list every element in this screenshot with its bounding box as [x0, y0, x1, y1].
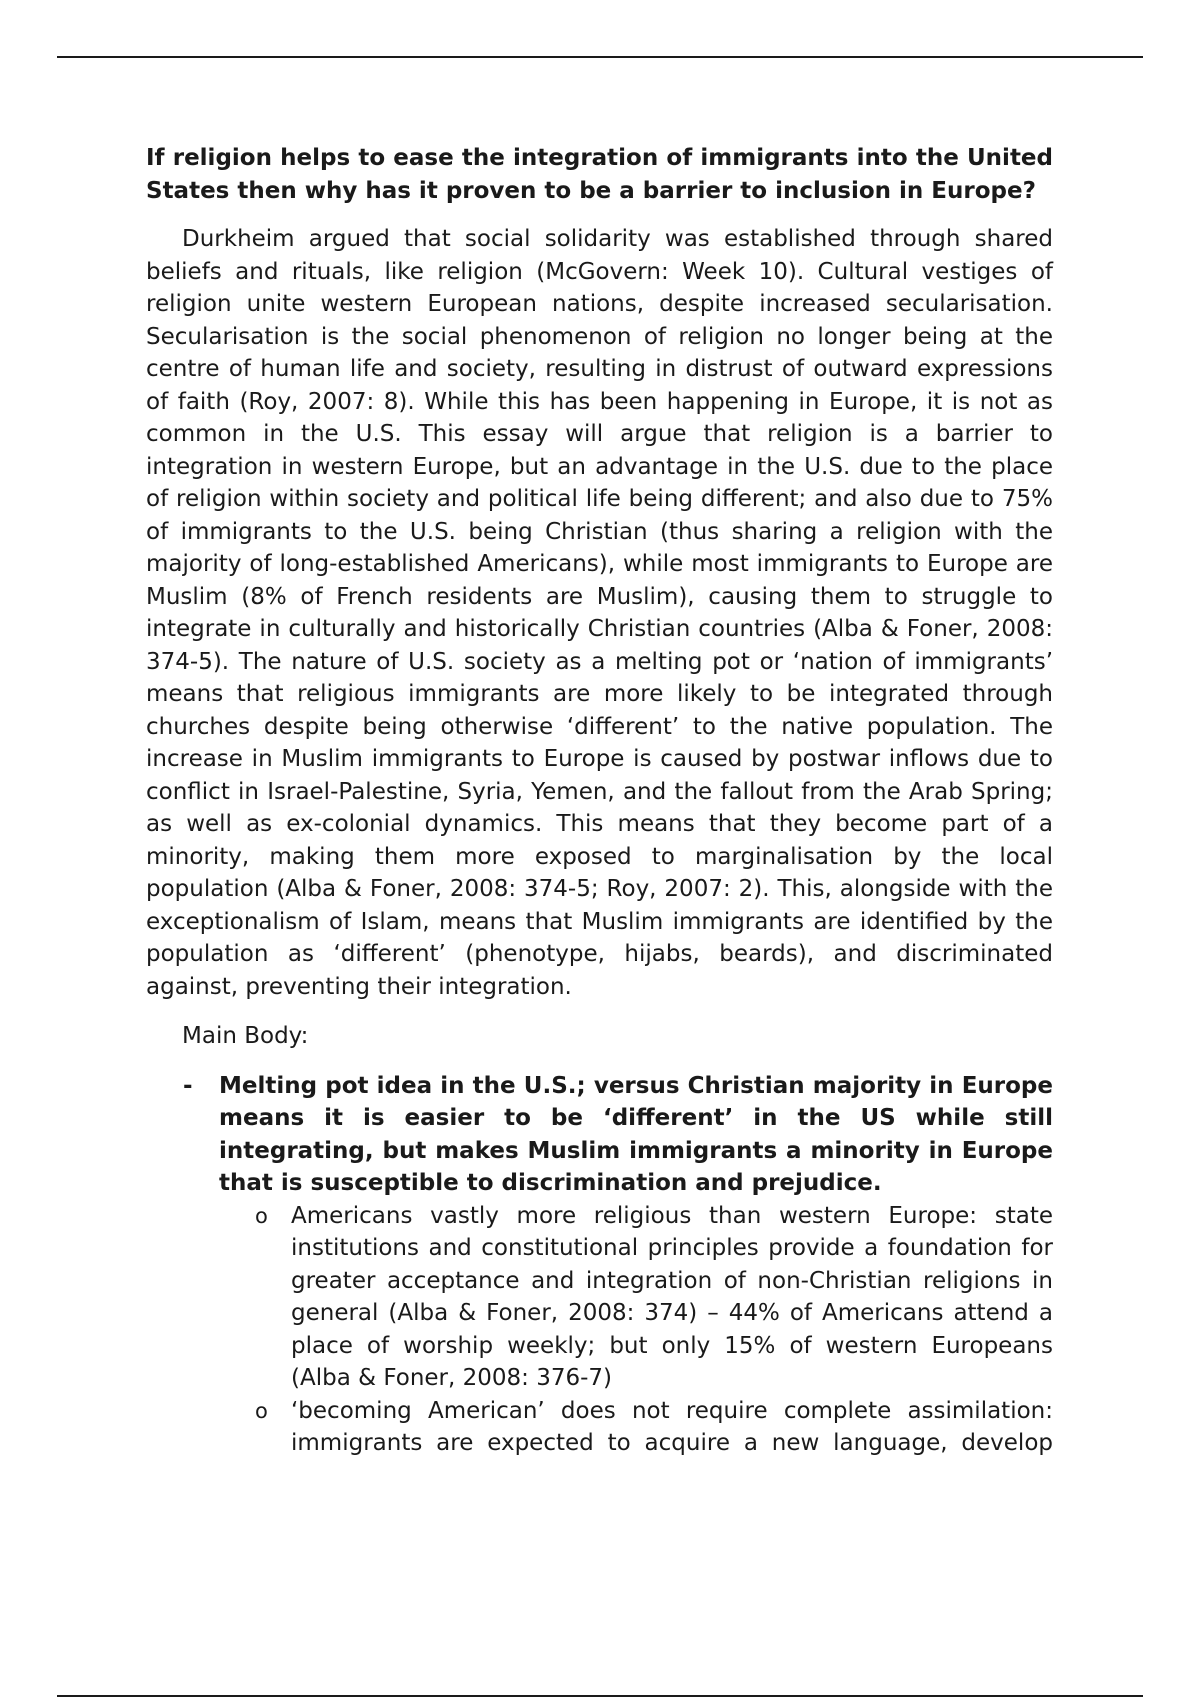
bullet-text: Melting pot idea in the U.S.; versus Christian majority in Europe means it is easier to be ‘different’ in the US while still integrating, but makes Muslim immigrants a minority in Europe that is susceptible to discrimination and prejudice. — [219, 1072, 1053, 1196]
bullet-list — [146, 1070, 1053, 1460]
footer-rule — [57, 1695, 1143, 1697]
essay-title: If religion helps to ease the integration of immigrants into the United States then why has it proven to be a barrier to inclusion in Europe? — [146, 145, 1053, 204]
sub-bullet-item — [255, 1395, 1053, 1460]
sub-bullet-text: Americans vastly more religious than western Europe: state institutions and constitutional principles provide a foundation for greater acceptance and integration of non-Christian religions in general (Alba & Foner, 2008: 374) – 44% of Americans attend a place of worship weekly; but only 15% of western Europeans (Alba & Foner, 2008: 376-7) — [291, 1202, 1053, 1391]
document-body — [146, 142, 1053, 1460]
sub-bullet-item — [255, 1200, 1053, 1395]
circle-bullet-icon: o — [255, 1203, 268, 1228]
circle-bullet-icon: o — [255, 1398, 268, 1423]
intro-paragraph: Durkheim argued that social solidarity was established through shared beliefs and rituals, like religion (McGovern: Week 10). Cultural vestiges of religion unite western European nations, despite increased secularisation. Secularisation is the social phenomenon of religion no longer being at the centre of human life and society, resulting in distrust of outward expressions of faith (Roy, 2007: 8). While this has been happening in Europe, it is not as common in the U.S. This essay will argue that religion is a barrier to integration in western Europe, but an advantage in the U.S. due to the place of religion within society and political life being different; and also due to 75% of immigrants to the U.S. being Christian (thus sharing a religion with the majority of long-established Americans), while most immigrants to Europe are Muslim (8% of French residents are Muslim), causing them to struggle to integrate in culturally and historically Christian countries (Alba & Foner, 2008: 374-5). The nature of U.S. society as a melting pot or ‘nation of immigrants’ means that religious immigrants are more likely to be integrated through churches despite being otherwise ‘different’ to the native population. The increase in Muslim immigrants to Europe is caused by postwar inflows due to conflict in Israel-Palestine, Syria, Yemen, and the fallout from the Arab Spring; as well as ex-colonial dynamics. This means that they become part of a minority, making them more exposed to marginalisation by the local population (Alba & Foner, 2008: 374-5; Roy, 2007: 2). This, alongside with the exceptionalism of Islam, means that Muslim immigrants are identified by the population as ‘different’ (phenotype, hijabs, beards), and discriminated against, preventing their integration. — [146, 226, 1053, 1000]
bullet-item — [183, 1070, 1053, 1460]
dash-bullet-icon: - — [183, 1072, 193, 1099]
sub-bullet-list — [219, 1200, 1053, 1460]
sub-bullet-text: ‘becoming American’ does not require complete assimilation: immigrants are expected to acquire a new language, develop — [291, 1397, 1053, 1456]
header-rule — [57, 56, 1143, 58]
main-body-label: Main Body: — [182, 1023, 309, 1049]
